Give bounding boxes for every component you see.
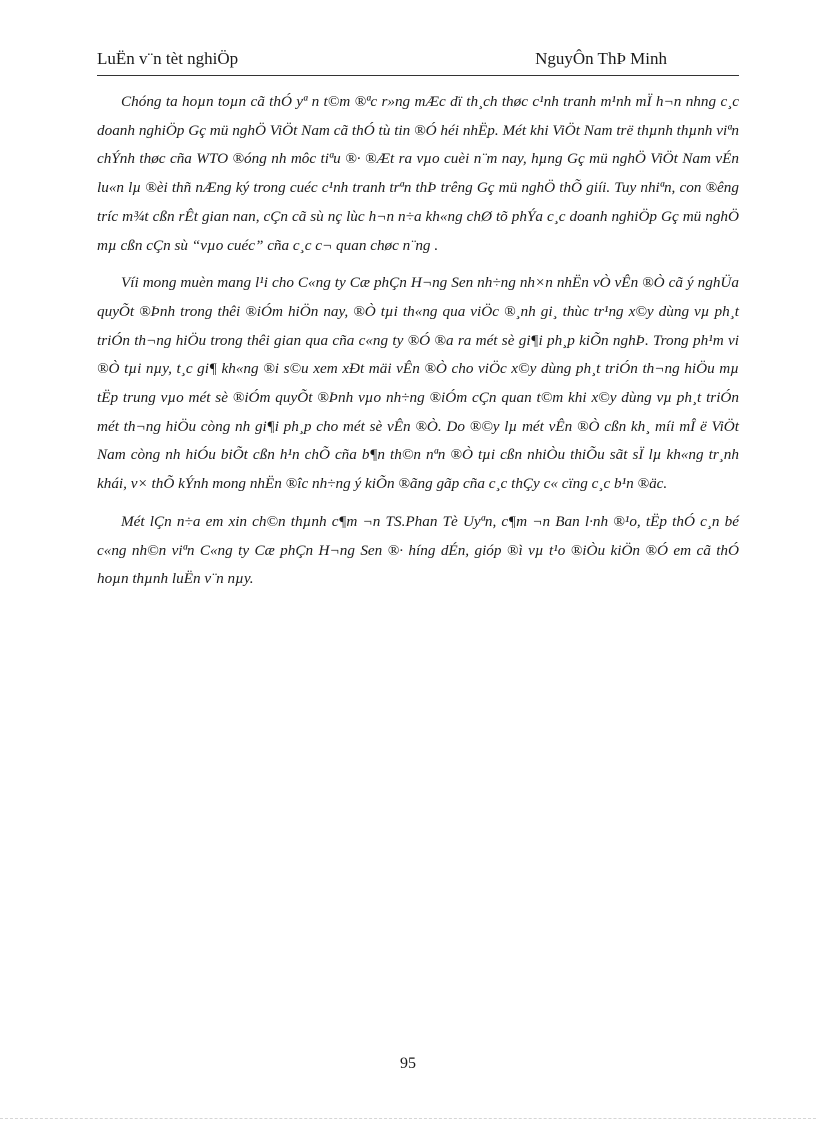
header-title: LuËn v¨n tèt nghiÖp: [97, 49, 239, 68]
paragraph: Víi mong muèn mang l¹i cho C«ng ty Cæ phÇn H¬ng Sen nh÷ng nh×n nhËn vÒ vÊn ®Ò cã ý nghÜa quyÕt ®Þnh trong thêi ®iÓm hiÖn nay, ®Ò tµi th«ng qua viÖc ®¸nh gi¸ thùc tr¹ng x©y dùng vµ ph¸t triÓn th¬ng hiÖu trong thêi gian qua cña c«ng ty ®Ó ®a ra mét sè gi¶i ph¸p kiÕn nghÞ. Trong ph¹m vi ®Ò tµi nµy, t¸c gi¶ kh«ng ®i s©u xem xÐt mäi vÊn ®Ò cho viÖc x©y dùng ph¸t triÓn th¬ng hiÖu mµ tËp trung vµo mét sè ®iÓm quyÕt ®Þnh vµo nh÷ng ®iÓm cÇn quan t©m khi x©y dùng vµ ph¸t triÓn mét th¬ng hiÖu còng nh gi¶i ph¸p cho mét sè vÊn ®Ò. Do ®©y lµ mét vÊn ®Ò cßn kh¸ míi mÎ ë ViÖt Nam còng nh hiÓu biÕt cßn h¹n chÕ cña b¶n th©n nªn ®Ò tµi cßn nhiÒu thiÕu sãt sÏ lµ kh«ng tr¸nh khái, v× thÕ kÝnh mong nhËn ®îc nh÷ng ý kiÕn ®ãng gãp cña c¸c thÇy c« cïng c¸c b¹n ®äc.: [97, 274, 739, 493]
paragraph: Chóng ta hoµn toµn cã thÓ yª n t©m ®ªc r»ng mÆc dï th¸ch thøc c¹nh tranh m¹nh mÏ h¬n nhng c¸c doanh nghiÖp Gç mü nghÖ ViÖt Nam cã thÓ tù tin ®Ó héi nhËp. Mét khi ViÖt Nam trë thµnh thµnh viªn chÝnh thøc cña WTO ®óng nh môc tiªu ®· ®Æt ra vµo cuèi n¨m nay, hµng Gç mü nghÖ ViÖt Nam vÉn lu«n lµ ®èi thñ nÆng ký trong cuéc c¹nh tranh trªn thÞ trêng Gç mü nghÖ thÕ giíi. Tuy nhiªn, con ®êng tríc m¾t cßn rÊt gian nan, cÇn cã sù nç lùc h¬n n÷a kh«ng chØ tõ phÝa c¸c doanh nghiÖp Gç mü nghÖ mµ cßn cÇn sù “vµo cuéc” cña c¸c c¬ quan chøc n¨ng .: [97, 93, 739, 254]
running-header: [97, 49, 739, 76]
body-text: [97, 88, 739, 603]
paragraph: Mét lÇn n÷a em xin ch©n thµnh c¶m ¬n TS.Phan Tè Uyªn, c¶m ¬n Ban l·nh ®¹o, tËp thÓ c¸n bé c«ng nh©n viªn C«ng ty Cæ phÇn H¬ng Sen ®· híng dÉn, gióp ®ì vµ t¹o ®iÒu kiÖn ®Ó em cã thÓ hoµn thµnh luËn v¨n nµy.: [97, 512, 739, 588]
header-author: NguyÔn ThÞ Minh: [535, 49, 667, 68]
page-bottom-divider: [0, 1118, 816, 1119]
page-number: 95: [400, 1055, 416, 1072]
